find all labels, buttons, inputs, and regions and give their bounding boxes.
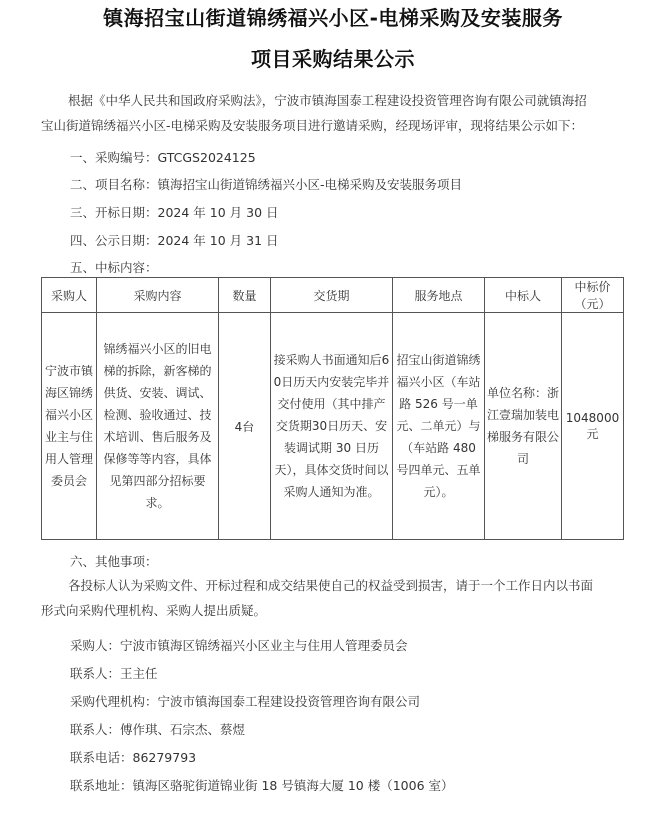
contact-person-purchaser: 联系人：王主任 [70,666,158,681]
contact-purchaser: 采购人：宁波市镇海区锦绣福兴小区业主与住用人管理委员会 [70,638,408,653]
opening-date: 三、开标日期：2024 年 10 月 30 日 [70,205,279,220]
contact-phone: 联系电话：86279793 [70,750,197,765]
table-header-row [42,278,624,313]
other-matters-heading: 六、其他事项： [70,554,158,569]
contact-person-agency: 联系人：傅作琪、石宗杰、蔡煜 [70,722,246,737]
header-price: 中标价（元） [562,278,624,313]
other-matters-paragraph [41,573,631,623]
cell-location: 招宝山街道锦绣福兴小区（车站路 526 号一单元、二单元）与（车站路 480 号四单元、五单元）。 [393,313,485,540]
cell-quantity: 4台 [219,313,271,540]
intro-line-1: 根据《中华人民共和国政府采购法》，宁波市镇海国泰工程建设投资管理咨询有限公司就镇海招 [68,93,587,108]
result-table [41,277,624,540]
table-row [42,313,624,540]
cell-purchaser: 宁波市镇海区锦绣福兴小区业主与住用人管理委员会 [42,313,97,540]
intro-paragraph [41,88,631,138]
header-quantity: 数量 [219,278,271,313]
procurement-number: 一、采购编号：GTCGS2024125 [70,150,256,165]
winning-content-heading: 五、中标内容： [70,260,158,275]
announcement-date: 四、公示日期：2024 年 10 月 31 日 [70,233,279,248]
cell-winner: 单位名称：浙江壹瑞加装电梯服务有限公司 [485,313,562,540]
other-line-2: 形式向采购代理机构、采购人提出质疑。 [41,603,267,618]
header-delivery: 交货期 [271,278,393,313]
header-winner: 中标人 [485,278,562,313]
header-content: 采购内容 [97,278,219,313]
contact-address: 联系地址：镇海区骆驼街道锦业街 18 号镇海大厦 10 楼（1006 室） [70,778,454,793]
page-title-line2: 项目采购结果公示 [251,47,415,71]
page-title-line1: 镇海招宝山街道锦绣福兴小区-电梯采购及安装服务 [103,6,563,30]
project-name: 二、项目名称：镇海招宝山街道锦绣福兴小区-电梯采购及安装服务项目 [70,177,463,192]
header-purchaser: 采购人 [42,278,97,313]
header-location: 服务地点 [393,278,485,313]
intro-line-2: 宝山街道锦绣福兴小区-电梯采购及安装服务项目进行邀请采购，经现场评审，现将结果公示如下： [41,118,584,133]
cell-content: 锦绣福兴小区的旧电梯的拆除，新客梯的供货、安装、调试、检测、验收通过、技术培训、售后服务及保修等等内容，具体见第四部分招标要求。 [97,313,219,540]
cell-price: 1048000元 [562,313,624,540]
procurement-agency: 采购代理机构：宁波市镇海国泰工程建设投资管理咨询有限公司 [70,694,421,709]
other-line-1: 各投标人认为采购文件、开标过程和成交结果使自己的权益受到损害，请于一个工作日内以书面 [68,578,594,593]
cell-delivery: 接采购人书面通知后60日历天内安装完毕并交付使用（其中排产交货期30日历天、安装调试期 30 日历天），具体交货时间以采购人通知为准。 [271,313,393,540]
